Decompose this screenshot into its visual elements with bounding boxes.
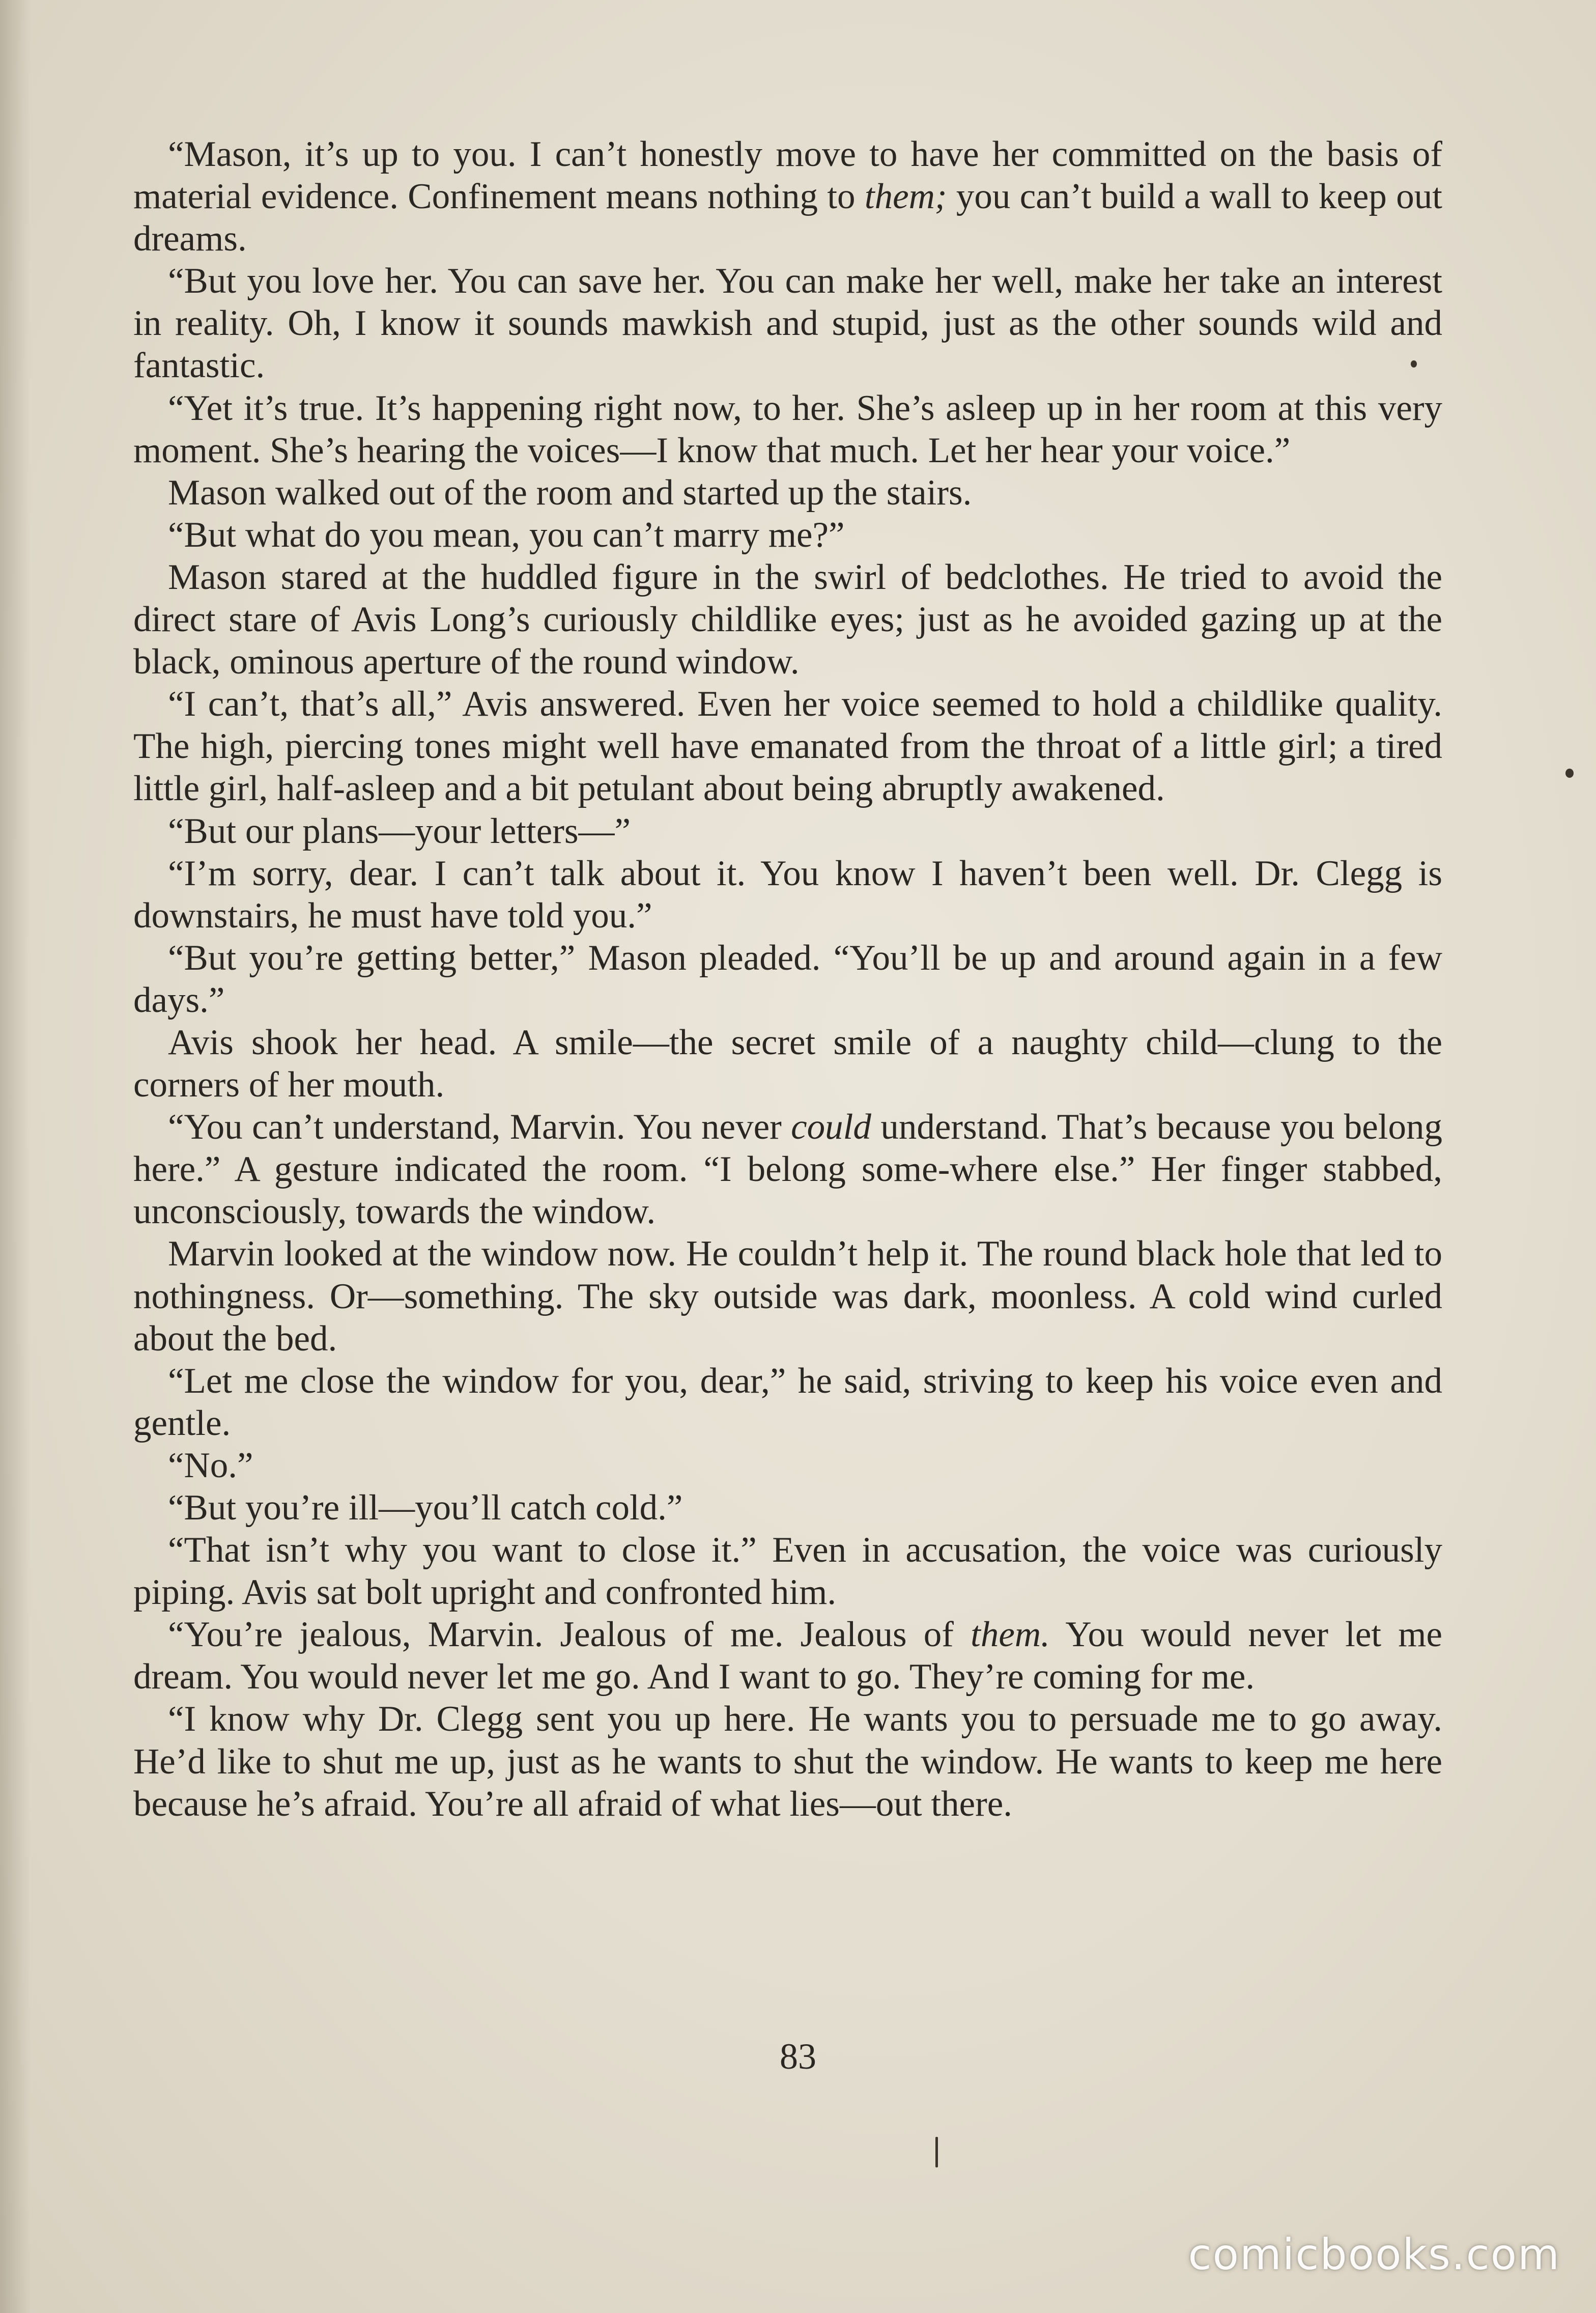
story-text [133,133,1442,1825]
paragraph: “You can’t understand, Marvin. You never could understand. That’s because you belong here.” A gesture indicated the room. “I belong some-where else.” Her finger stabbed, unconsciously, towards the window. [133,1107,1442,1232]
paragraph: “No.” [168,1445,253,1485]
paragraph: “But our plans—your letters—” [168,811,631,851]
ink-speck [935,2137,938,2167]
paragraph: Mason stared at the huddled figure in the swirl of bedclothes. He tried to avoid the direct stare of Avis Long’s curiously childlike eyes; just as he avoided gazing up at the black, ominous aperture of the round window. [133,557,1442,682]
ink-speck [1411,360,1417,368]
paragraph: “That isn’t why you want to close it.” Even in accusation, the voice was curiously piping. Avis sat bolt upright and confronted him. [133,1530,1442,1613]
paragraph: “You’re jealous, Marvin. Jealous of me. Jealous of them. You would never let me dream. You would never let me go. And I want to go. They’re coming for me. [133,1615,1442,1697]
paragraph: “I know why Dr. Clegg sent you up here. He wants you to persuade me to go away. He’d like to shut me up, just as he wants to shut the window. He wants to keep me here because he’s afraid. You’re all afraid of what lies—out there. [133,1699,1442,1824]
paragraph: Mason walked out of the room and started up the stairs. [168,472,972,513]
paragraph: Avis shook her head. A smile—the secret smile of a naughty child—clung to the corners of her mouth. [133,1022,1442,1105]
paragraph: “I’m sorry, dear. I can’t talk about it. You know I haven’t been well. Dr. Clegg is downstairs, he must have told you.” [133,853,1442,936]
watermark-logo: comicbooks.com [1188,2230,1560,2279]
paragraph: “I can’t, that’s all,” Avis answered. Even her voice seemed to hold a childlike quality. The high, piercing tones might well have emanated from the throat of a little girl; a tired little girl, half-asleep and a bit petulant about being abruptly awakened. [133,684,1442,809]
paragraph: “Let me close the window for you, dear,” he said, striving to keep his voice even and gentle. [133,1361,1442,1443]
paragraph: “But you’re getting better,” Mason pleaded. “You’ll be up and around again in a few days.” [133,938,1442,1020]
ink-speck [1565,769,1574,778]
page-edge-shadow [0,0,31,2313]
paragraph: “But what do you mean, you can’t marry me?” [168,515,845,555]
paragraph: Marvin looked at the window now. He couldn’t help it. The round black hole that led to nothingness. Or—something. The sky outside was dark, moonless. A cold wind curled about the bed. [133,1234,1442,1359]
paragraph: “But you’re ill—you’ll catch cold.” [168,1488,683,1528]
paragraph: “Mason, it’s up to you. I can’t honestly move to have her committed on the basis of material evidence. Confinement means nothing to them; you can’t build a wall to keep out dreams. [133,134,1442,259]
paragraph: “But you love her. You can save her. You can make her well, make her take an interest in reality. Oh, I know it sounds mawkish and stupid, just as the other sounds wild and fantastic. [133,261,1442,386]
page-number: 83 [780,2036,816,2077]
paragraph: “Yet it’s true. It’s happening right now, to her. She’s asleep up in her room at this very moment. She’s hearing the voices—I know that much. Let her hear your voice.” [133,388,1442,470]
